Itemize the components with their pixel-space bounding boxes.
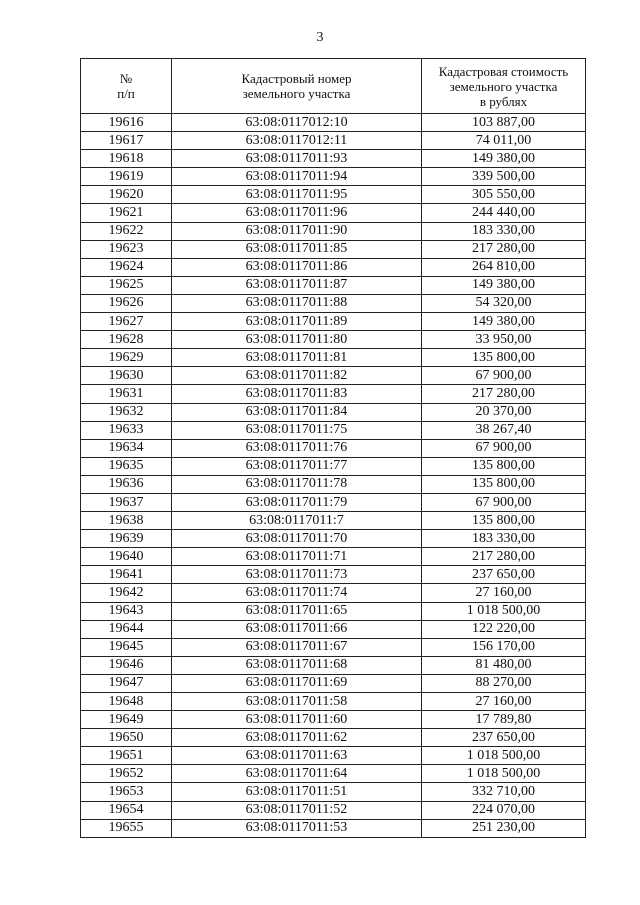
cell-cadastral-number: 63:08:0117011:94: [172, 168, 422, 186]
cell-cadastral-number: 63:08:0117012:10: [172, 114, 422, 132]
header-cost-line1: Кадастровая стоимость: [438, 63, 569, 79]
cell-row-number: 19623: [81, 240, 172, 258]
cell-cadastral-number: 63:08:0117011:73: [172, 566, 422, 584]
header-number-line2: п/п: [117, 86, 135, 101]
cell-cadastral-cost: 237 650,00: [422, 566, 586, 584]
cell-row-number: 19624: [81, 258, 172, 276]
cell-cadastral-number: 63:08:0117011:90: [172, 222, 422, 240]
cell-cadastral-cost: 149 380,00: [422, 313, 586, 331]
table-row: [81, 602, 586, 620]
cadastral-table: [80, 58, 586, 838]
cell-cadastral-number: 63:08:0117011:58: [172, 693, 422, 711]
cell-cadastral-number: 63:08:0117011:70: [172, 530, 422, 548]
table-row: [81, 530, 586, 548]
cell-cadastral-number: 63:08:0117011:84: [172, 403, 422, 421]
table-row: [81, 747, 586, 765]
cell-row-number: 19633: [81, 421, 172, 439]
cell-cadastral-cost: 38 267,40: [422, 421, 586, 439]
header-cadastral-line1: Кадастровый номер: [241, 71, 352, 86]
cell-row-number: 19654: [81, 801, 172, 819]
cell-cadastral-cost: 74 011,00: [422, 132, 586, 150]
cell-row-number: 19616: [81, 114, 172, 132]
table-row: [81, 674, 586, 692]
cell-cadastral-cost: 33 950,00: [422, 331, 586, 349]
cell-cadastral-cost: 1 018 500,00: [422, 747, 586, 765]
table-row: [81, 313, 586, 331]
cell-row-number: 19637: [81, 493, 172, 511]
cell-cadastral-cost: 20 370,00: [422, 403, 586, 421]
header-cadastral-number: [172, 59, 422, 114]
cell-row-number: 19644: [81, 620, 172, 638]
header-cadastral-line2: земельного участка: [242, 86, 351, 101]
table-row: [81, 693, 586, 711]
cell-cadastral-number: 63:08:0117011:65: [172, 602, 422, 620]
cell-cadastral-cost: 103 887,00: [422, 114, 586, 132]
cell-row-number: 19619: [81, 168, 172, 186]
cell-cadastral-number: 63:08:0117011:85: [172, 240, 422, 258]
cell-cadastral-cost: 135 800,00: [422, 475, 586, 493]
cell-cadastral-number: 63:08:0117011:62: [172, 729, 422, 747]
table-body: [81, 114, 586, 838]
cell-cadastral-number: 63:08:0117011:68: [172, 656, 422, 674]
cell-cadastral-number: 63:08:0117011:81: [172, 349, 422, 367]
cell-row-number: 19618: [81, 150, 172, 168]
cell-cadastral-number: 63:08:0117011:87: [172, 276, 422, 294]
cell-row-number: 19643: [81, 602, 172, 620]
table-row: [81, 204, 586, 222]
cell-cadastral-cost: 67 900,00: [422, 367, 586, 385]
table-row: [81, 150, 586, 168]
cell-cadastral-cost: 1 018 500,00: [422, 765, 586, 783]
table-row: [81, 439, 586, 457]
cell-cadastral-cost: 217 280,00: [422, 240, 586, 258]
cell-cadastral-cost: 305 550,00: [422, 186, 586, 204]
cell-row-number: 19638: [81, 512, 172, 530]
cell-cadastral-cost: 149 380,00: [422, 150, 586, 168]
table-row: [81, 475, 586, 493]
cell-cadastral-cost: 135 800,00: [422, 349, 586, 367]
cell-cadastral-number: 63:08:0117011:51: [172, 783, 422, 801]
cell-row-number: 19652: [81, 765, 172, 783]
cell-row-number: 19647: [81, 674, 172, 692]
table-row: [81, 783, 586, 801]
table-row: [81, 493, 586, 511]
page-number: 3: [316, 30, 324, 45]
cell-row-number: 19629: [81, 349, 172, 367]
cell-cadastral-number: 63:08:0117011:82: [172, 367, 422, 385]
cell-row-number: 19645: [81, 638, 172, 656]
table-row: [81, 385, 586, 403]
cell-cadastral-number: 63:08:0117011:74: [172, 584, 422, 602]
table-row: [81, 512, 586, 530]
cell-cadastral-number: 63:08:0117011:96: [172, 204, 422, 222]
cell-cadastral-cost: 237 650,00: [422, 729, 586, 747]
table-row: [81, 240, 586, 258]
header-cost-line2: земельного участка: [449, 78, 558, 94]
table-row: [81, 566, 586, 584]
cell-row-number: 19641: [81, 566, 172, 584]
cell-cadastral-cost: 149 380,00: [422, 276, 586, 294]
cell-cadastral-cost: 183 330,00: [422, 222, 586, 240]
cell-row-number: 19646: [81, 656, 172, 674]
table-row: [81, 729, 586, 747]
cell-row-number: 19650: [81, 729, 172, 747]
cell-cadastral-cost: 332 710,00: [422, 783, 586, 801]
cell-cadastral-number: 63:08:0117011:79: [172, 493, 422, 511]
cell-row-number: 19632: [81, 403, 172, 421]
cell-cadastral-cost: 135 800,00: [422, 457, 586, 475]
cell-cadastral-number: 63:08:0117011:66: [172, 620, 422, 638]
table-row: [81, 168, 586, 186]
cell-cadastral-number: 63:08:0117011:88: [172, 294, 422, 312]
cell-cadastral-cost: 27 160,00: [422, 693, 586, 711]
cell-row-number: 19630: [81, 367, 172, 385]
table-row: [81, 294, 586, 312]
cell-row-number: 19640: [81, 548, 172, 566]
cell-cadastral-cost: 81 480,00: [422, 656, 586, 674]
cell-cadastral-cost: 217 280,00: [422, 548, 586, 566]
cell-cadastral-cost: 339 500,00: [422, 168, 586, 186]
cell-cadastral-number: 63:08:0117011:78: [172, 475, 422, 493]
header-cost-line3: в рублях: [479, 93, 528, 109]
cell-cadastral-number: 63:08:0117011:77: [172, 457, 422, 475]
cell-cadastral-cost: 244 440,00: [422, 204, 586, 222]
table-row: [81, 819, 586, 837]
cell-row-number: 19634: [81, 439, 172, 457]
cell-cadastral-cost: 54 320,00: [422, 294, 586, 312]
cell-cadastral-number: 63:08:0117011:80: [172, 331, 422, 349]
cell-cadastral-cost: 217 280,00: [422, 385, 586, 403]
table-row: [81, 656, 586, 674]
table-row: [81, 186, 586, 204]
cell-cadastral-cost: 135 800,00: [422, 512, 586, 530]
table-row: [81, 367, 586, 385]
table-row: [81, 114, 586, 132]
cell-cadastral-number: 63:08:0117011:76: [172, 439, 422, 457]
table-row: [81, 421, 586, 439]
cell-cadastral-number: 63:08:0117011:7: [172, 512, 422, 530]
cell-row-number: 19617: [81, 132, 172, 150]
cell-row-number: 19655: [81, 819, 172, 837]
table-row: [81, 258, 586, 276]
cell-cadastral-cost: 88 270,00: [422, 674, 586, 692]
cell-cadastral-number: 63:08:0117011:75: [172, 421, 422, 439]
cell-cadastral-cost: 264 810,00: [422, 258, 586, 276]
cell-row-number: 19625: [81, 276, 172, 294]
header-number: [81, 59, 172, 114]
cell-cadastral-cost: 67 900,00: [422, 439, 586, 457]
cell-row-number: 19642: [81, 584, 172, 602]
cell-row-number: 19636: [81, 475, 172, 493]
table-row: [81, 349, 586, 367]
cell-cadastral-cost: 122 220,00: [422, 620, 586, 638]
cell-cadastral-cost: 224 070,00: [422, 801, 586, 819]
table-row: [81, 276, 586, 294]
header-cadastral-cost: [422, 59, 586, 114]
cell-cadastral-cost: 27 160,00: [422, 584, 586, 602]
table-row: [81, 548, 586, 566]
cell-cadastral-number: 63:08:0117011:93: [172, 150, 422, 168]
cell-cadastral-number: 63:08:0117011:71: [172, 548, 422, 566]
cell-cadastral-cost: 251 230,00: [422, 819, 586, 837]
cell-row-number: 19622: [81, 222, 172, 240]
table-row: [81, 331, 586, 349]
cell-row-number: 19631: [81, 385, 172, 403]
cell-row-number: 19648: [81, 693, 172, 711]
cell-row-number: 19627: [81, 313, 172, 331]
cell-row-number: 19639: [81, 530, 172, 548]
table-row: [81, 620, 586, 638]
cell-cadastral-number: 63:08:0117012:11: [172, 132, 422, 150]
cell-cadastral-number: 63:08:0117011:64: [172, 765, 422, 783]
cell-cadastral-number: 63:08:0117011:63: [172, 747, 422, 765]
table-row: [81, 403, 586, 421]
table-row: [81, 584, 586, 602]
cell-row-number: 19620: [81, 186, 172, 204]
table-row: [81, 765, 586, 783]
table-row: [81, 711, 586, 729]
cell-row-number: 19651: [81, 747, 172, 765]
table-row: [81, 222, 586, 240]
table-row: [81, 638, 586, 656]
cell-cadastral-number: 63:08:0117011:60: [172, 711, 422, 729]
cell-cadastral-number: 63:08:0117011:95: [172, 186, 422, 204]
table-row: [81, 801, 586, 819]
cell-row-number: 19628: [81, 331, 172, 349]
cell-cadastral-number: 63:08:0117011:83: [172, 385, 422, 403]
cell-row-number: 19621: [81, 204, 172, 222]
cell-cadastral-cost: 183 330,00: [422, 530, 586, 548]
cell-cadastral-cost: 17 789,80: [422, 711, 586, 729]
cell-row-number: 19649: [81, 711, 172, 729]
cell-cadastral-number: 63:08:0117011:52: [172, 801, 422, 819]
header-row: [81, 59, 586, 114]
cell-cadastral-number: 63:08:0117011:67: [172, 638, 422, 656]
cell-cadastral-cost: 156 170,00: [422, 638, 586, 656]
cell-row-number: 19653: [81, 783, 172, 801]
cell-cadastral-number: 63:08:0117011:69: [172, 674, 422, 692]
table-row: [81, 132, 586, 150]
cell-cadastral-number: 63:08:0117011:86: [172, 258, 422, 276]
cell-cadastral-cost: 1 018 500,00: [422, 602, 586, 620]
cell-row-number: 19626: [81, 294, 172, 312]
cell-cadastral-number: 63:08:0117011:53: [172, 819, 422, 837]
cell-row-number: 19635: [81, 457, 172, 475]
header-number-line1: №: [119, 71, 133, 86]
cell-cadastral-number: 63:08:0117011:89: [172, 313, 422, 331]
table-row: [81, 457, 586, 475]
cell-cadastral-cost: 67 900,00: [422, 493, 586, 511]
table-header: [81, 59, 586, 114]
